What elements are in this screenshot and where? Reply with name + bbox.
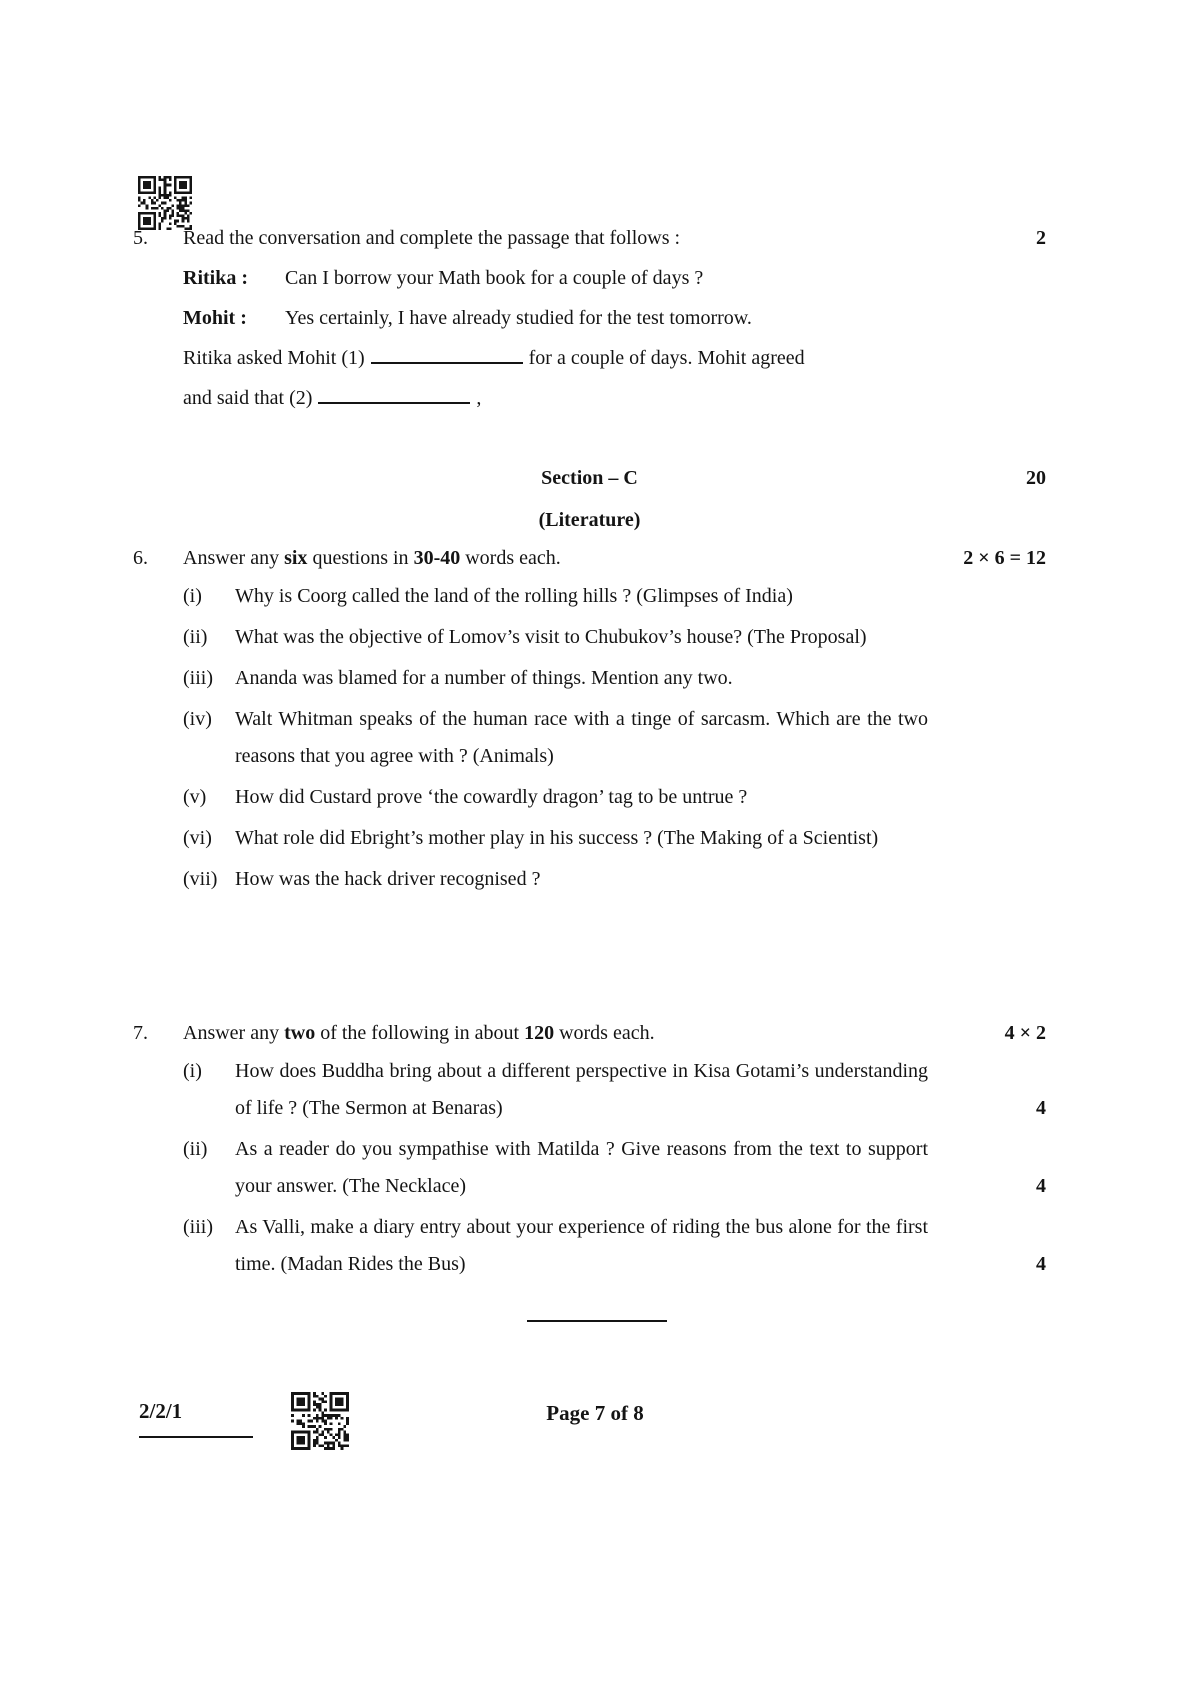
item-label: (iii) [183,1216,213,1238]
section-title: Section – C [541,467,638,489]
item-text: Why is Coorg called the land of the rolling hills ? (Glimpses of India) [235,585,793,607]
item-text: As Valli, make a diary entry about your experience of riding the bus alone for the first time. (Madan Rides the Bus) [235,1216,928,1275]
completion-text: and said that (2) [183,387,313,409]
section-marks: 20 [1026,467,1046,489]
item-text: As a reader do you sympathise with Matilda ? Give reasons from the text to support your answer. (The Necklace) [235,1138,928,1197]
item-text: How did Custard prove ‘the cowardly dragon’ tag to be untrue ? [235,786,748,808]
list-item [183,861,1046,898]
dialog-text: Yes certainly, I have already studied for the test tomorrow. [285,307,752,329]
section-heading [133,457,1046,541]
item-label: (ii) [183,626,208,648]
list-item [183,660,1046,697]
item-text: What was the objective of Lomov’s visit to Chubukov’s house? (The Proposal) [235,626,867,648]
list-item [183,1131,1046,1205]
completion-text: Ritika asked Mohit (1) [183,347,365,369]
answer-blank [318,390,470,404]
marks-value: 2 [1036,227,1046,249]
dialog-line [183,258,1046,298]
list-item [183,820,1046,857]
item-text: What role did Ebright’s mother play in his success ? (The Making of a Scientist) [235,827,879,849]
marks-value: 2 × 6 = 12 [963,547,1046,569]
question-6 [133,538,1046,902]
item-label: (v) [183,786,207,808]
end-of-paper-rule [527,1320,667,1322]
speaker-name: Mohit : [183,307,247,329]
item-text: How was the hack driver recognised ? [235,868,541,890]
question-6-header [133,538,1046,578]
completion-line [183,378,1046,418]
question-6-items [183,578,1046,898]
completion-text: for a couple of days. Mohit agreed [528,347,805,369]
paper-code-underline [139,1436,253,1438]
dialog-line [183,298,1046,338]
question-5-header [133,218,1046,258]
completion-text: , [476,387,482,409]
page-number-label: Page 7 of 8 [546,1401,644,1425]
list-item [183,619,1046,656]
item-text: Ananda was blamed for a number of things. Mention any two. [235,667,733,689]
item-label: (ii) [183,1138,208,1160]
list-item [183,1053,1046,1127]
list-item [183,779,1046,816]
completion-line [183,338,1046,378]
item-text: How does Buddha bring about a different perspective in Kisa Gotami’s understanding of life ? (The Sermon at Benaras) [235,1060,928,1119]
list-item [183,701,1046,775]
item-label: (vi) [183,827,212,849]
item-text: Walt Whitman speaks of the human race with a tinge of sarcasm. Which are the two reasons that you agree with ? (Animals) [235,708,928,767]
question-7-header [133,1013,1046,1053]
list-item [183,1209,1046,1283]
question-text: Read the conversation and complete the passage that follows : [183,227,681,249]
marks-value: 4 [1036,1097,1046,1119]
item-label: (iv) [183,708,212,730]
section-subtitle: (Literature) [538,509,641,531]
question-number: 7. [133,1022,148,1044]
item-label: (i) [183,1060,202,1082]
dialog-text: Can I borrow your Math book for a couple of days ? [285,267,704,289]
speaker-name: Ritika : [183,267,248,289]
question-number: 5. [133,227,148,249]
question-text: Answer any six questions in 30-40 words each. [183,547,561,569]
marks-value: 4 [1036,1175,1046,1197]
question-text: Answer any two of the following in about 120 words each. [183,1022,655,1044]
question-number: 6. [133,547,148,569]
item-label: (i) [183,585,202,607]
marks-value: 4 [1036,1253,1046,1275]
paper-code: 2/2/1 [139,1399,183,1423]
item-label: (iii) [183,667,213,689]
question-7-items [183,1053,1046,1283]
question-5 [133,218,1046,418]
question-7 [133,1013,1046,1287]
list-item [183,578,1046,615]
item-label: (vii) [183,868,218,890]
answer-blank [371,350,523,364]
marks-value: 4 × 2 [1004,1022,1046,1044]
